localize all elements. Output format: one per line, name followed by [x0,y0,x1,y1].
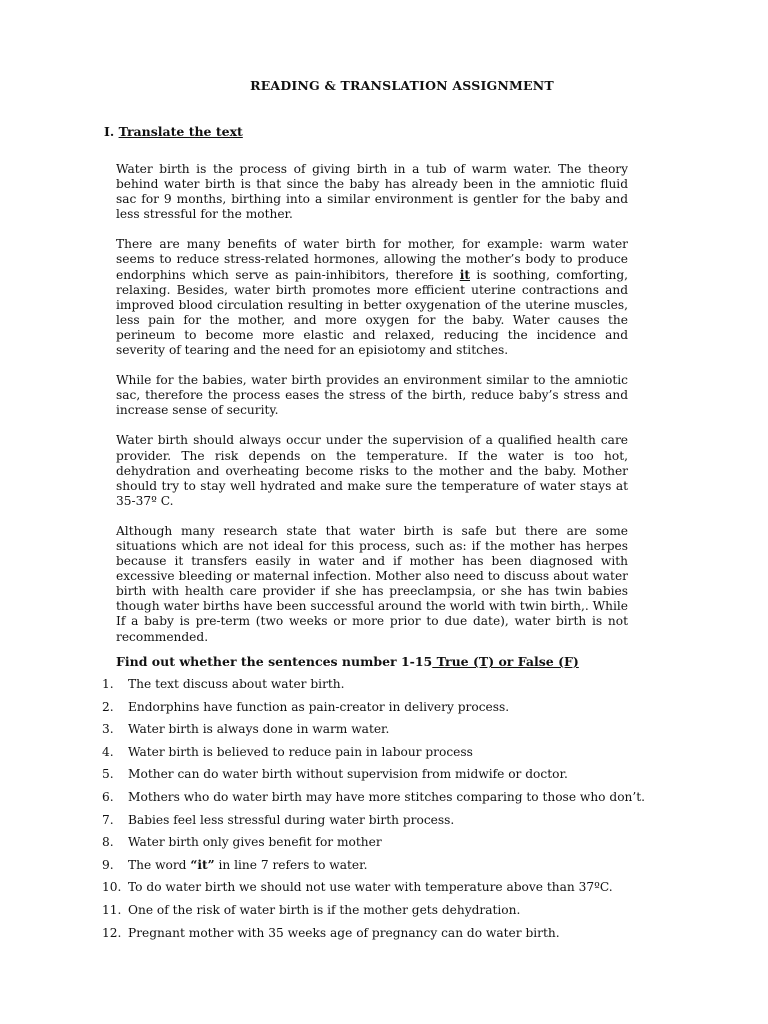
question-number: 8. [102,835,114,850]
paragraph-1: Water birth is the process of giving birth in a tub of warm water. The theory behind water birth is that since the baby has already been in the amniotic fluid sac for 9 months, birthing into a similar environment is gentler for the baby and less stressful for the mother. [116,162,628,222]
paragraph-2 [116,237,628,358]
question-item [102,879,662,902]
question-number: 5. [102,767,114,782]
question-number: 9. [102,857,114,872]
question-item [102,902,662,925]
section-number: I. [104,124,115,139]
questions-heading [116,654,579,669]
question-bold-word: “it” [190,857,215,872]
question-item [102,699,662,722]
paragraph-2-start: There are many benefits of water birth for mother, for example: warm water seems to reduce stress-related hormones, allowing the mother’s body to produce endorphins which serve as pain-inhibitors, therefore [116,237,628,282]
question-item [102,721,662,744]
question-text: To do water birth we should not use water with temperature above than 37ºC. [128,880,613,895]
question-text: Water birth is believed to reduce pain in labour process [128,744,473,759]
question-text: Pregnant mother with 35 weeks age of pregnancy can do water birth. [128,925,560,940]
question-text-start: The word [128,857,191,872]
paragraph-5: Although many research state that water birth is safe but there are some situations which are not ideal for this process, such as: if the mother has herpes because it transfers easily in water and if mother has been diagnosed with excessive bleeding or maternal infection. Mother also need to discuss about water birth with health care provider if she has preeclampsia, or she has twin babies though water births have been successful around the world with twin birth,. While If a baby is pre-term (two weeks or more prior to due date), water birth is not recommended. [116,523,628,644]
question-item [102,812,662,835]
question-number: 6. [102,789,114,804]
question-number: 7. [102,812,114,827]
section-label: Translate the text [118,124,243,139]
question-item [102,857,662,880]
question-number: 12. [102,925,122,940]
question-number: 1. [102,677,114,691]
question-text: Mother can do water birth without supervision from midwife or doctor. [128,767,568,782]
questions-list [102,676,662,947]
question-text: Mothers who do water birth may have more stitches comparing to those who don’t. [128,789,646,804]
reading-text [116,162,628,660]
question-number: 3. [102,722,114,737]
paragraph-3: While for the babies, water birth provides an environment similar to the amniotic sac, therefore the process eases the stress of the birth, reduce baby’s stress and increase sense of security. [116,373,628,418]
question-text-end: in line 7 refers to water. [214,857,368,872]
questions-heading-text: Find out whether the sentences number 1-15 [116,654,433,669]
question-item [102,744,662,767]
question-text: Water birth is always done in warm water. [128,722,390,737]
question-item [102,834,662,857]
question-text: Babies feel less stressful during water birth process. [128,812,455,827]
question-item [102,766,662,789]
questions-heading-underlined: True (T) or False (F) [432,654,579,669]
question-text: Endorphins have function as pain-creator in delivery process. [128,699,510,714]
section-heading [104,124,243,139]
question-item [102,925,662,948]
question-number: 2. [102,699,114,714]
paragraph-2-end: is soothing, comforting, relaxing. Besides, water birth promotes more efficient uterine contractions and improved blood circulation resulting in better oxygenation of the uterine muscles, less pain for the mother, and more oxygen for the baby. Water causes the perineum to become more elastic and relaxed, reducing the incidence and severity of tearing and the need for an episiotomy and stitches. [116,267,629,358]
question-number: 11. [102,902,122,917]
question-item [102,676,662,699]
question-text: Water birth only gives benefit for mother [128,835,382,850]
question-text: One of the risk of water birth is if the mother gets dehydration. [128,902,521,917]
question-item [102,789,662,812]
question-number: 10. [102,880,122,895]
paragraph-4: Water birth should always occur under the supervision of a qualified health care provider. The risk depends on the temperature. If the water is too hot, dehydration and overheating become risks to the mother and the baby. Mother should try to stay well hydrated and make sure the temperature of water stays at 35-37º C. [116,433,628,508]
question-number: 4. [102,744,114,759]
question-text: The text discuss about water birth. [128,677,345,691]
page-title: READING & TRANSLATION ASSIGNMENT [250,78,554,93]
emphasized-it: it [459,267,470,282]
